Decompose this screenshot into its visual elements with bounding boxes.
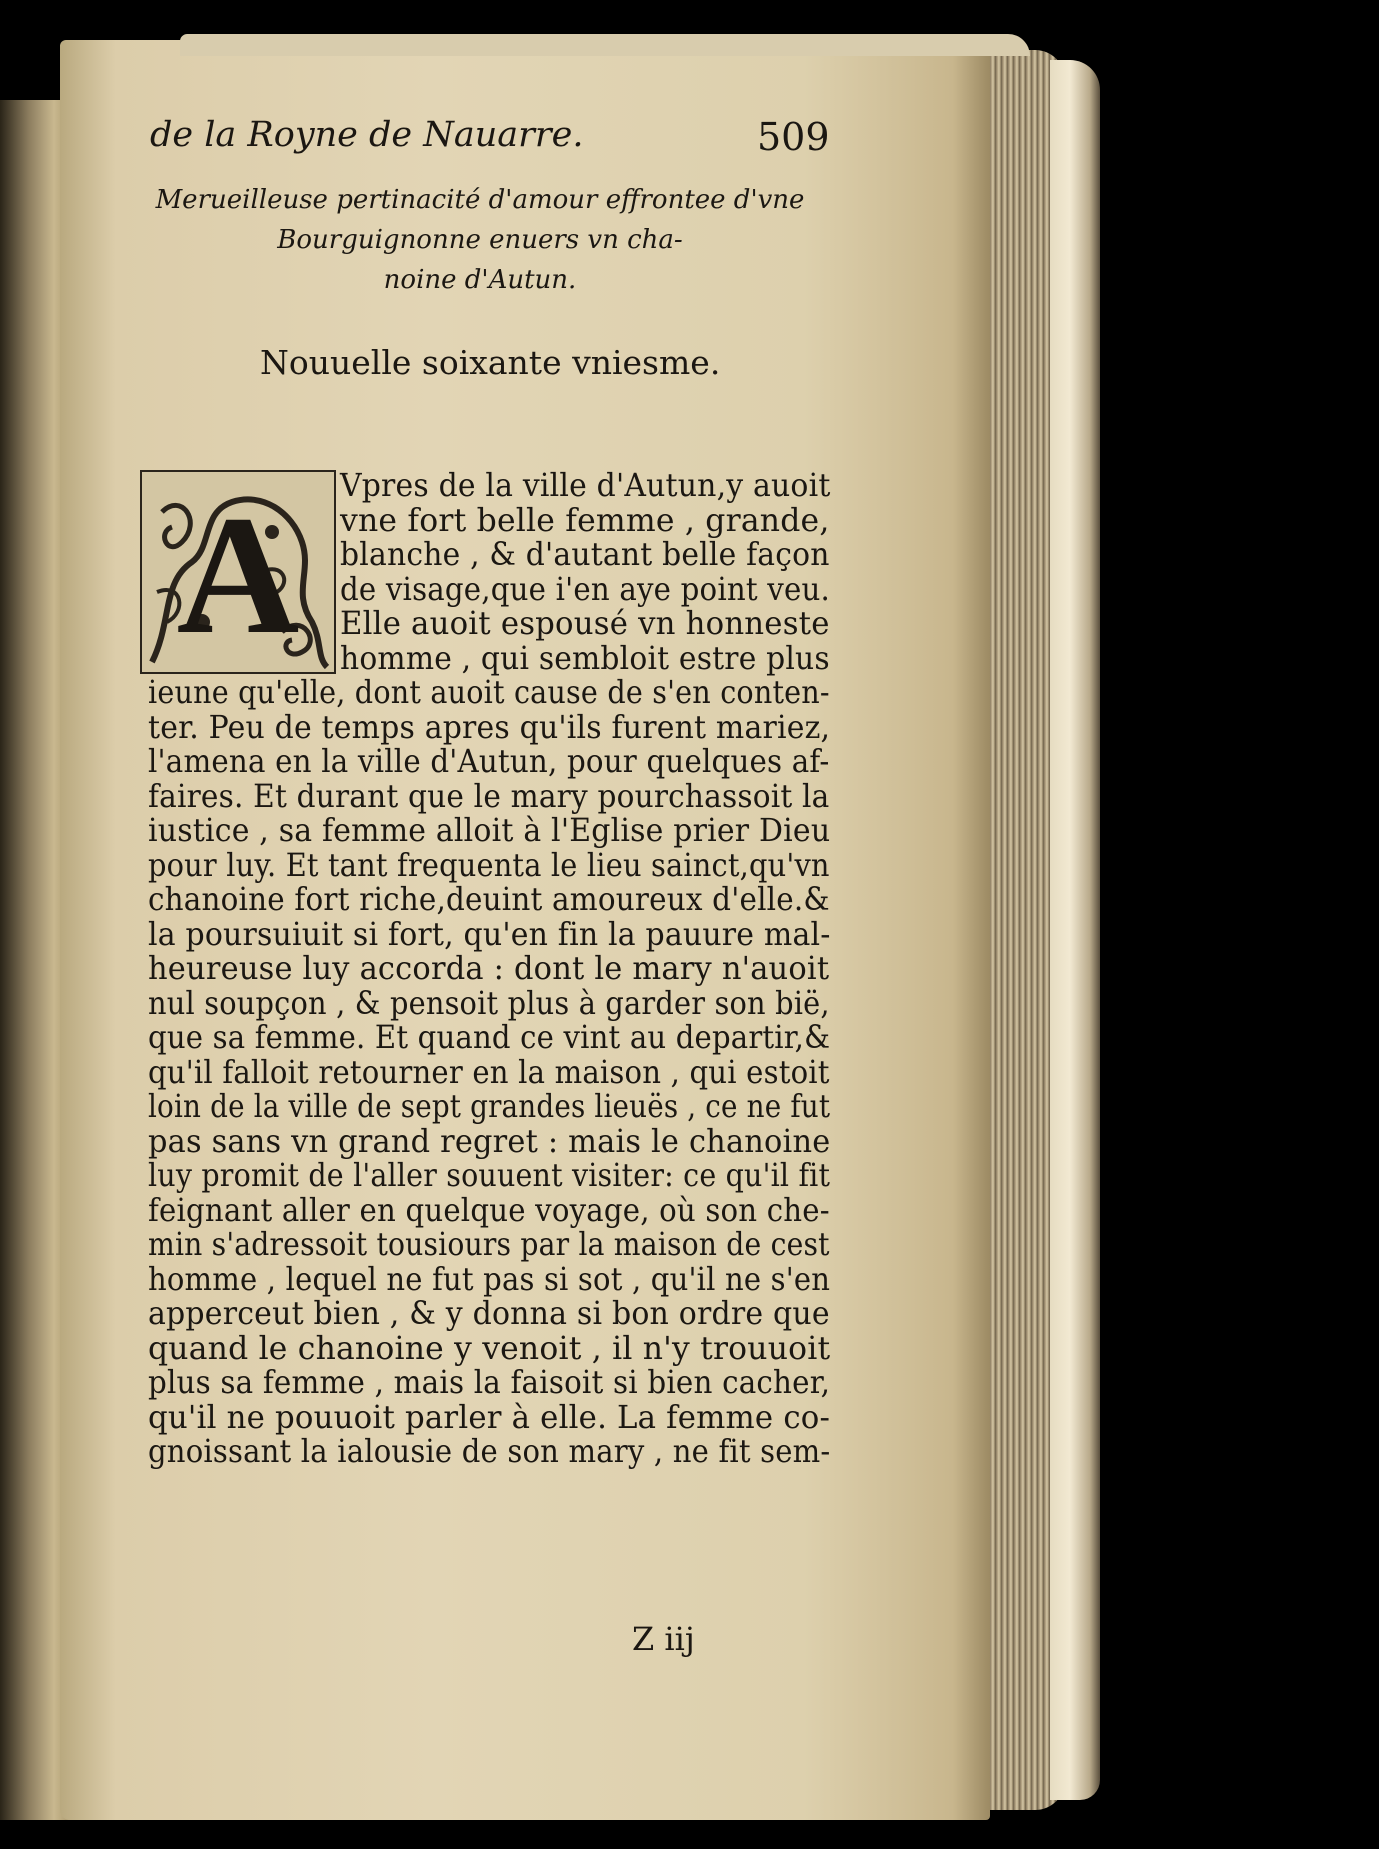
text-line: de visage,que i'en aye point veu. xyxy=(340,571,830,608)
argument-line: noine d'Autun. xyxy=(383,265,577,295)
text-line: que sa femme. Et quand ce vint au departir,& xyxy=(148,1020,831,1056)
text-line: homme , lequel ne fut pas si sot , qu'il ne s'en xyxy=(148,1261,831,1298)
text-line: ieune qu'elle, dont auoit cause de s'en conten- xyxy=(148,675,830,711)
text-line: Elle auoit espousé vn honneste xyxy=(340,606,830,642)
text-line: blanche , & d'autant belle façon xyxy=(340,537,830,573)
text-line: iustice , sa femme alloit à l'Eglise prier Dieu xyxy=(148,813,831,849)
text-line: faires. Et durant que le mary pourchassoit la xyxy=(148,778,830,815)
text-line: quand le chanoine y venoit , il n'y trouuoit xyxy=(148,1330,831,1367)
argument-line: Merueilleuse pertinacité d'amour effrontee d'vne xyxy=(155,185,805,215)
text-line: gnoissant la ialousie de son mary , ne fit sem- xyxy=(148,1434,831,1470)
text-line: loin de la ville de sept grandes lieuës , ce ne fut xyxy=(148,1089,831,1125)
text-line: vne fort belle femme , grande, xyxy=(340,502,830,539)
page-number: 509 xyxy=(757,115,830,159)
text-line: min s'adressoit tousiours par la maison de cest xyxy=(148,1227,830,1263)
ornament-icon xyxy=(142,472,334,672)
initial-letter: A xyxy=(176,481,300,669)
novella-title: Nouuelle soixante vniesme. xyxy=(260,343,721,382)
text-line: luy promit de l'aller souuent visiter: ce qu'il fit xyxy=(148,1158,831,1194)
text-line: la poursuiuit si fort, qu'en fin la pauure mal- xyxy=(148,916,831,953)
text-line: chanoine fort riche,deuint amoureux d'elle.& xyxy=(148,882,830,918)
decorated-initial xyxy=(140,470,336,674)
page-top-edge xyxy=(180,34,1030,56)
text-line: pas sans vn grand regret : mais le chanoine xyxy=(148,1123,831,1160)
text-line: homme , qui sembloit estre plus xyxy=(340,640,830,677)
text-line: qu'il ne pouuoit parler à elle. La femme co- xyxy=(148,1399,831,1436)
chapter-argument xyxy=(120,180,840,300)
text-line: ter. Peu de temps apres qu'ils furent mariez, xyxy=(148,709,831,746)
signature-mark: Z iij xyxy=(632,1620,695,1658)
text-line: l'amena en la ville d'Autun, pour quelques af- xyxy=(148,744,830,780)
running-head: de la Royne de Nauarre. xyxy=(150,115,584,155)
text-line: feignant aller en quelque voyage, où son che- xyxy=(148,1192,830,1229)
text-line: Vpres de la ville d'Autun,y auoit xyxy=(340,468,831,504)
text-line: heureuse luy accorda : dont le mary n'auoit xyxy=(148,951,830,987)
vellum-cover-edge xyxy=(1050,60,1100,1800)
text-line: plus sa femme , mais la faisoit si bien cacher, xyxy=(148,1365,831,1401)
text-line: apperceut bien , & y donna si bon ordre que xyxy=(148,1296,830,1332)
text-line: nul soupçon , & pensoit plus à garder son bië, xyxy=(148,985,830,1022)
text-line: pour luy. Et tant frequenta le lieu sainct,qu'vn xyxy=(148,847,830,884)
text-line: qu'il falloit retourner en la maison , qui estoit xyxy=(148,1054,830,1091)
argument-line: Bourguignonne enuers vn cha- xyxy=(277,225,683,255)
